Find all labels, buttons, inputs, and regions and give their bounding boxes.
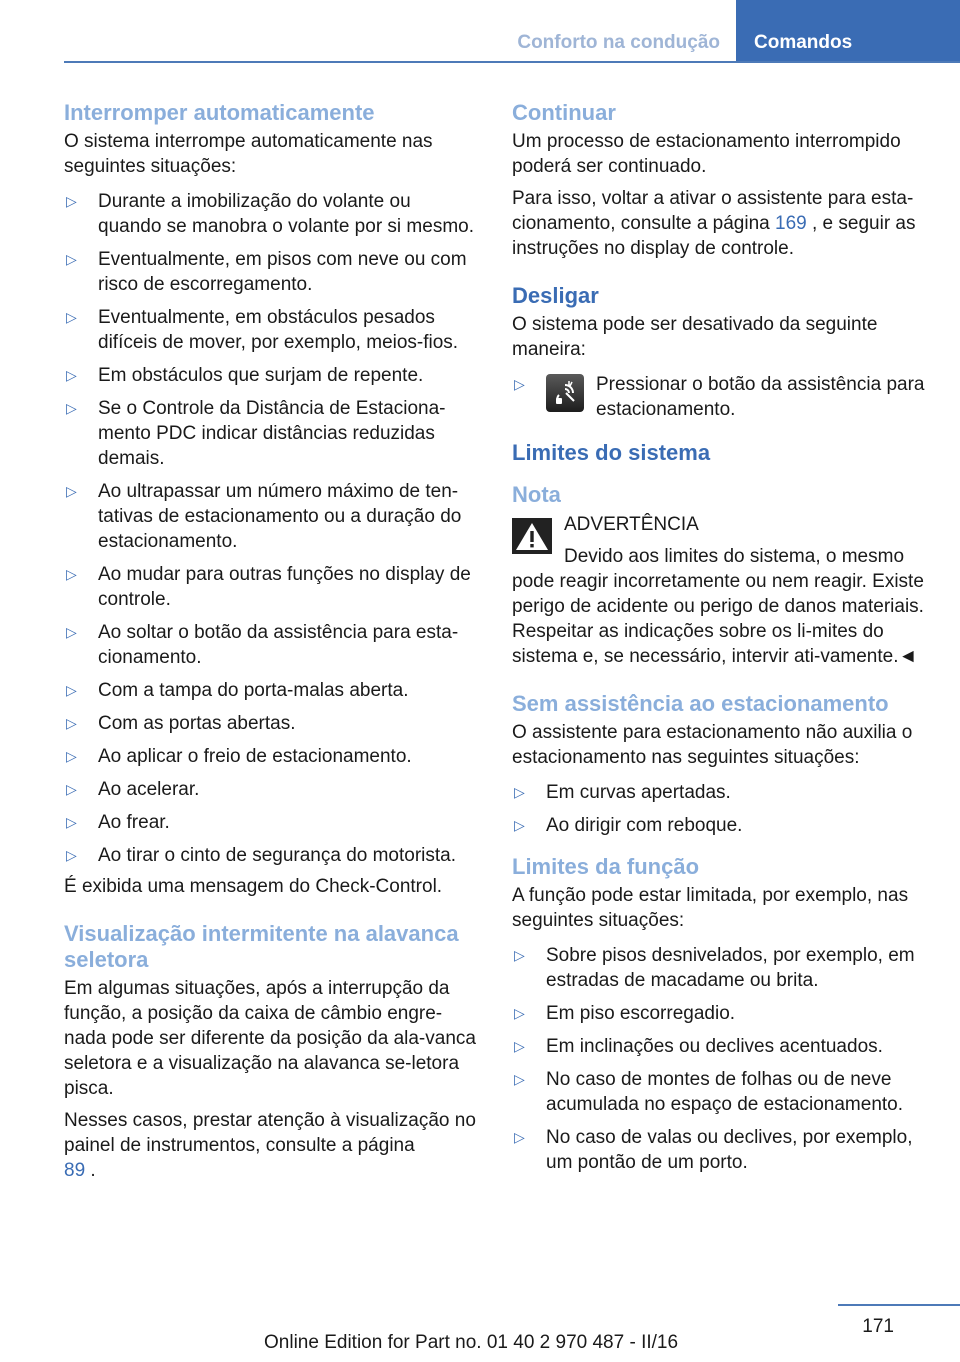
auto-stop-list — [64, 189, 478, 868]
page-footer — [0, 1300, 960, 1362]
triangle-right-icon: ▷ — [66, 193, 77, 209]
triangle-right-icon: ▷ — [514, 784, 525, 800]
warning-text: pode reagir incorretamente ou nem reagir. Existe perigo de acidente ou perigo de danos materiais. Respeitar as indicações sobre os li-mites do sistema e, se necessário, intervir ati-vamente.◄ — [512, 571, 924, 667]
list-item-text: Com as portas abertas. — [98, 713, 296, 734]
continue-para2-end: , e seguir as instruções no display de controle. — [512, 213, 916, 259]
triangle-right-icon: ▷ — [66, 847, 77, 863]
list-item-text: Ao mudar para outras funções no display de controle. — [98, 564, 471, 610]
list-item-text: Ao tirar o cinto de segurança do motorista. — [98, 845, 457, 866]
triangle-right-icon: ▷ — [66, 400, 77, 416]
triangle-right-icon: ▷ — [66, 814, 77, 830]
list-item — [64, 562, 478, 612]
triangle-right-icon: ▷ — [514, 1038, 525, 1054]
list-item — [512, 1034, 930, 1059]
list-item-text: Ao acelerar. — [98, 779, 200, 800]
triangle-right-icon: ▷ — [66, 367, 77, 383]
warning-block — [512, 512, 930, 669]
parking-assist-button-icon — [546, 374, 584, 412]
header-rule — [64, 61, 960, 63]
triangle-right-icon: ▷ — [514, 1129, 525, 1145]
list-item-text: Em piso escorregadio. — [546, 1003, 736, 1024]
list-item-text: Ao ultrapassar um número máximo de ten-tativas de estacionamento ou a duração do estacionamento. — [98, 481, 462, 552]
list-item-text: Ao soltar o botão da assistência para esta-cionamento. — [98, 622, 459, 668]
continue-para2-text: Para isso, voltar a ativar o assistente para esta-cionamento, consulte a página — [512, 188, 914, 234]
list-item — [512, 780, 930, 805]
warning-line1: Devido aos limites do sistema, o mesmo — [564, 546, 905, 567]
triangle-right-icon: ▷ — [66, 309, 77, 325]
footer-rule — [838, 1304, 960, 1306]
triangle-right-icon: ▷ — [66, 715, 77, 731]
triangle-right-icon: ▷ — [514, 376, 525, 392]
triangle-right-icon: ▷ — [66, 483, 77, 499]
triangle-right-icon: ▷ — [66, 682, 77, 698]
edition-note: Online Edition for Part no. 01 40 2 970 487 - II/16 — [264, 1332, 679, 1353]
triangle-right-icon: ▷ — [66, 251, 77, 267]
list-item — [64, 810, 478, 835]
switch-off-intro: O sistema pode ser desativado da seguinte maneira: — [512, 314, 878, 360]
list-item — [512, 1001, 930, 1026]
list-item-text: Em obstáculos que surjam de repente. — [98, 365, 424, 386]
list-item-text: Durante a imobilização do volante ou quando se manobra o volante por si mesmo. — [98, 191, 474, 237]
continue-para2 — [512, 186, 930, 261]
heading-system-limits: Limites do sistema — [512, 440, 711, 465]
heading-function-limits: Limites da função — [512, 854, 700, 879]
heading-switch-off: Desligar — [512, 283, 599, 308]
flashing-para2 — [64, 1108, 478, 1183]
list-item-text: Sobre pisos desnivelados, por exemplo, em estradas de macadame ou brita. — [546, 945, 915, 991]
list-item — [64, 247, 478, 297]
left-column — [64, 100, 478, 1183]
heading-continue: Continuar — [512, 100, 616, 125]
triangle-right-icon: ▷ — [66, 624, 77, 640]
list-item-text: Ao frear. — [98, 812, 170, 833]
list-item — [512, 813, 930, 838]
auto-stop-closing: É exibida uma mensagem do Check-Control. — [64, 876, 443, 897]
heading-flashing-display: Visualização intermitente na alavanca seletora — [64, 921, 459, 972]
list-item-text: Se o Controle da Distância de Estaciona-mento PDC indicar distâncias reduzidas demais. — [98, 398, 446, 469]
list-item — [64, 189, 478, 239]
list-item — [512, 1125, 930, 1175]
continue-para1: Um processo de estacionamento interrompido poderá ser continuado. — [512, 131, 901, 177]
page-header — [0, 0, 960, 62]
no-assist-list — [512, 780, 930, 838]
list-item — [64, 620, 478, 670]
list-item-text: Ao aplicar o freio de estacionamento. — [98, 746, 412, 767]
list-item-text: Em curvas apertadas. — [546, 782, 731, 803]
triangle-right-icon: ▷ — [66, 566, 77, 582]
warning-triangle-icon — [512, 518, 552, 554]
function-limits-intro: A função pode estar limitada, por exemplo, nas seguintes situações: — [512, 885, 909, 931]
triangle-right-icon: ▷ — [514, 817, 525, 833]
heading-no-assist: Sem assistência ao estacionamento — [512, 691, 889, 716]
flashing-para1: Em algumas situações, após a interrupção da função, a posição da caixa de câmbio engre-nada pode ser diferente da posição da ala-vanca seletora e a visualização na alavanca se-letora pisca. — [64, 978, 476, 1099]
right-column — [512, 100, 930, 1183]
list-item — [64, 305, 478, 355]
list-item — [512, 1067, 930, 1117]
triangle-right-icon: ▷ — [514, 1071, 525, 1087]
list-item-text: Ao dirigir com reboque. — [546, 815, 743, 836]
header-chapter-tab: Comandos — [736, 0, 960, 62]
warning-title: ADVERTÊNCIA — [564, 514, 699, 535]
list-item — [64, 678, 478, 703]
function-limits-list — [512, 943, 930, 1175]
page-link-169[interactable]: 169 — [775, 213, 807, 234]
list-item — [64, 777, 478, 802]
auto-stop-intro: O sistema interrompe automaticamente nas seguintes situações: — [64, 131, 433, 177]
page-number: 171 — [862, 1316, 894, 1337]
list-item-text: No caso de montes de folhas ou de neve acumulada no espaço de estacionamento. — [546, 1069, 904, 1115]
heading-note: Nota — [512, 482, 561, 507]
triangle-right-icon: ▷ — [514, 947, 525, 963]
list-item — [64, 363, 478, 388]
list-item — [64, 396, 478, 471]
list-item-text: Eventualmente, em pisos com neve ou com risco de escorregamento. — [98, 249, 467, 295]
flashing-para2-end: . — [85, 1160, 96, 1181]
list-item-text: Eventualmente, em obstáculos pesados difíceis de mover, por exemplo, meios-fios. — [98, 307, 459, 353]
list-item-text: No caso de valas ou declives, por exemplo, um pontão de um porto. — [546, 1127, 913, 1173]
list-item — [64, 744, 478, 769]
header-section-title: Conforto na condução — [517, 32, 720, 53]
list-item — [64, 711, 478, 736]
switch-off-item-text: Pressionar o botão da assistência para estacionamento. — [596, 374, 925, 420]
list-item — [64, 843, 478, 868]
list-item — [512, 943, 930, 993]
triangle-right-icon: ▷ — [514, 1005, 525, 1021]
list-item — [64, 479, 478, 554]
triangle-right-icon: ▷ — [66, 781, 77, 797]
page-link-89[interactable]: 89 — [64, 1160, 86, 1181]
triangle-right-icon: ▷ — [66, 748, 77, 764]
no-assist-intro: O assistente para estacionamento não auxilia o estacionamento nas seguintes situações: — [512, 722, 913, 768]
heading-auto-stop: Interromper automaticamente — [64, 100, 375, 125]
list-item-text: Com a tampa do porta-malas aberta. — [98, 680, 409, 701]
switch-off-item — [512, 372, 930, 424]
flashing-para2-text: Nesses casos, prestar atenção à visualização no painel de instrumentos, consulte a página — [64, 1110, 476, 1156]
list-item-text: Em inclinações ou declives acentuados. — [546, 1036, 883, 1057]
